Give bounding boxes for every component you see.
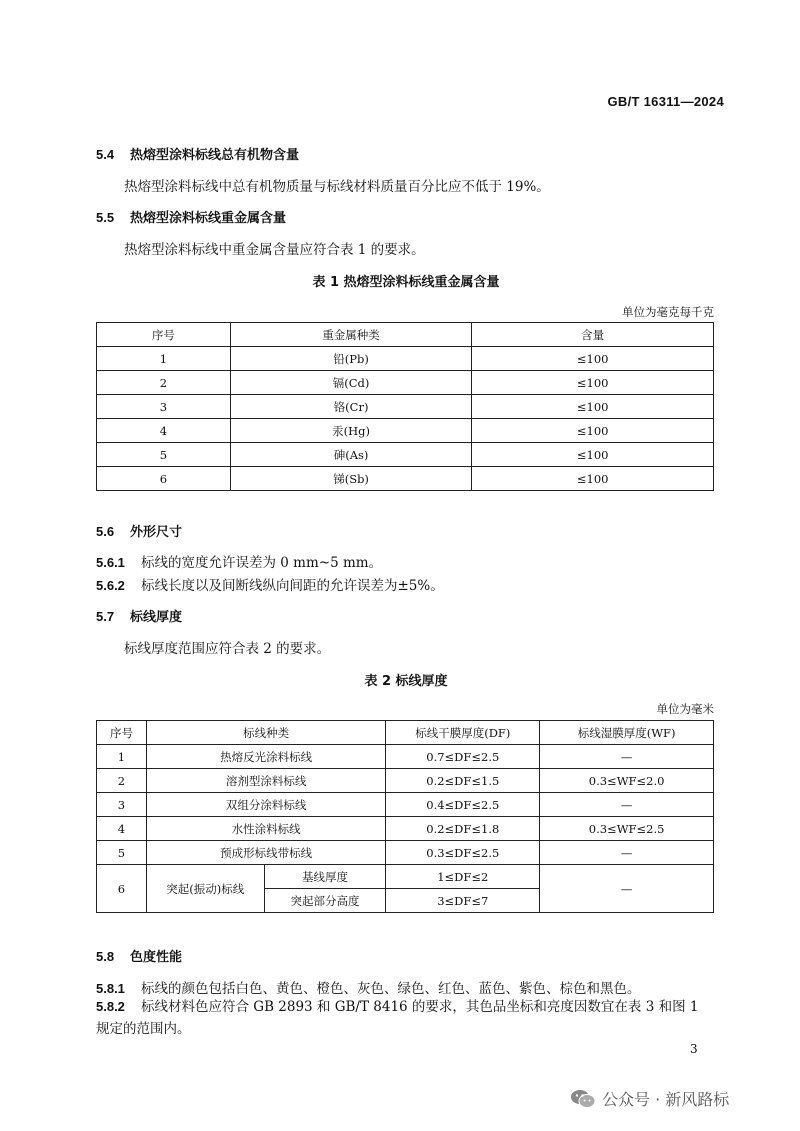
table-cell: 预成形标线带标线 [146, 841, 385, 865]
section-number: 5.7 [96, 609, 115, 624]
table-header-row [97, 721, 714, 745]
section-title: 热熔型涂料标线总有机物含量 [130, 148, 300, 163]
clause-5-6-2 [96, 574, 444, 594]
table-cell: 突起(振动)标线 [146, 865, 264, 913]
table-row [97, 745, 714, 769]
table-row [97, 769, 714, 793]
section-number: 5.4 [96, 147, 115, 162]
paragraph-5-5: 热熔型涂料标线中重金属含量应符合表 1 的要求。 [124, 242, 425, 258]
table-cell: 0.3≤WF≤2.0 [540, 769, 714, 793]
table-cell: 汞(Hg) [230, 419, 472, 443]
table-cell: — [540, 793, 714, 817]
table-cell: 2 [97, 371, 231, 395]
table-cell: 0.7≤DF≤2.5 [386, 745, 540, 769]
clause-number: 5.6.1 [96, 555, 125, 570]
table-header-cell: 重金属种类 [230, 323, 472, 347]
table-cell: 突起部分高度 [264, 889, 386, 913]
table-cell: 1 [97, 745, 147, 769]
table-cell: 1 [97, 347, 231, 371]
section-heading-5-8 [96, 946, 182, 965]
paragraph-5-7: 标线厚度范围应符合表 2 的要求。 [124, 641, 331, 657]
table-cell: 3 [97, 395, 231, 419]
table-cell: ≤100 [472, 443, 714, 467]
table-cell: 0.3≤DF≤2.5 [386, 841, 540, 865]
section-title: 热熔型涂料标线重金属含量 [130, 211, 287, 226]
table-row [97, 443, 714, 467]
table-header-cell: 含量 [472, 323, 714, 347]
table-cell: ≤100 [472, 347, 714, 371]
table-cell: 水性涂料标线 [146, 817, 385, 841]
paragraph-5-4: 热熔型涂料标线中总有机物质量与标线材料质量百分比应不低于 19%。 [124, 179, 550, 195]
table2-caption: 表 2 标线厚度 [364, 674, 448, 689]
footer-label: 公众号 · 新风路标 [602, 1090, 730, 1109]
wechat-icon [570, 1089, 596, 1109]
table-row [97, 347, 714, 371]
table1 [96, 322, 714, 491]
section-title: 标线厚度 [130, 610, 183, 625]
table-cell: — [540, 745, 714, 769]
table-cell: 6 [97, 467, 231, 491]
table-row [97, 793, 714, 817]
table-row [97, 419, 714, 443]
footer-watermark [570, 1087, 729, 1110]
table-cell: 4 [97, 419, 231, 443]
clause-5-8-1 [96, 977, 641, 997]
table1-caption: 表 1 热熔型涂料标线重金属含量 [312, 275, 500, 290]
table-cell: 铬(Cr) [230, 395, 472, 419]
table-cell: 双组分涂料标线 [146, 793, 385, 817]
section-number: 5.6 [96, 524, 115, 539]
table-header-cell: 序号 [97, 721, 147, 745]
table-row [97, 865, 714, 889]
table-cell: 0.2≤DF≤1.5 [386, 769, 540, 793]
table-cell: 4 [97, 817, 147, 841]
table-row [97, 841, 714, 865]
clause-number: 5.8.2 [96, 999, 125, 1014]
clause-number: 5.6.2 [96, 578, 125, 593]
standard-code: GB/T 16311—2024 [607, 94, 724, 109]
table-cell: 6 [97, 865, 147, 913]
table-header-cell: 标线湿膜厚度(WF) [540, 721, 714, 745]
table-cell: ≤100 [472, 371, 714, 395]
section-number: 5.5 [96, 210, 115, 225]
table-header-cell: 标线干膜厚度(DF) [386, 721, 540, 745]
table-cell: 砷(As) [230, 443, 472, 467]
table-cell: 1≤DF≤2 [386, 865, 540, 889]
table-cell: ≤100 [472, 419, 714, 443]
table-cell: 3≤DF≤7 [386, 889, 540, 913]
table-cell: 0.2≤DF≤1.8 [386, 817, 540, 841]
page-number: 3 [690, 1042, 698, 1056]
section-heading-5-5 [96, 207, 286, 226]
table2-unit: 单位为毫米 [656, 702, 714, 716]
clause-5-6-1 [96, 551, 382, 571]
table1-unit: 单位为毫克每千克 [622, 305, 714, 319]
clause-number: 5.8.1 [96, 981, 125, 996]
section-title: 外形尺寸 [130, 525, 183, 540]
table-row [97, 395, 714, 419]
section-number: 5.8 [96, 949, 115, 964]
table-cell: 0.4≤DF≤2.5 [386, 793, 540, 817]
table-header-row [97, 323, 714, 347]
table-row [97, 371, 714, 395]
clause-text: 标线材料色应符合 GB 2893 和 GB/T 8416 的要求，其色品坐标和亮度因数宜在表 3 和图 1 规定的范围内。 [96, 999, 699, 1037]
table-cell: 5 [97, 841, 147, 865]
clause-text: 标线的宽度允许误差为 0 mm~5 mm。 [141, 555, 383, 571]
section-title: 色度性能 [130, 950, 183, 965]
clause-text: 标线长度以及间断线纵向间距的允许误差为±5%。 [141, 578, 444, 594]
clause-5-8-2 [96, 996, 716, 1040]
table-cell: 镉(Cd) [230, 371, 472, 395]
clause-text: 标线的颜色包括白色、黄色、橙色、灰色、绿色、红色、蓝色、紫色、棕色和黑色。 [141, 981, 641, 997]
table-cell: 热熔反光涂料标线 [146, 745, 385, 769]
table-cell: 铅(Pb) [230, 347, 472, 371]
table-row [97, 817, 714, 841]
section-heading-5-7 [96, 606, 182, 625]
table-row [97, 467, 714, 491]
table-cell: — [540, 841, 714, 865]
table-cell: 0.3≤WF≤2.5 [540, 817, 714, 841]
table-cell: 5 [97, 443, 231, 467]
table-cell: ≤100 [472, 395, 714, 419]
table2 [96, 720, 714, 913]
table-cell: 基线厚度 [264, 865, 386, 889]
table-cell: ≤100 [472, 467, 714, 491]
table-cell: 3 [97, 793, 147, 817]
table-cell: 2 [97, 769, 147, 793]
table-header-cell: 标线种类 [146, 721, 385, 745]
table-cell: — [540, 865, 714, 913]
section-heading-5-6 [96, 521, 182, 540]
table-cell: 锑(Sb) [230, 467, 472, 491]
section-heading-5-4 [96, 144, 299, 163]
table-cell: 溶剂型涂料标线 [146, 769, 385, 793]
table-header-cell: 序号 [97, 323, 231, 347]
